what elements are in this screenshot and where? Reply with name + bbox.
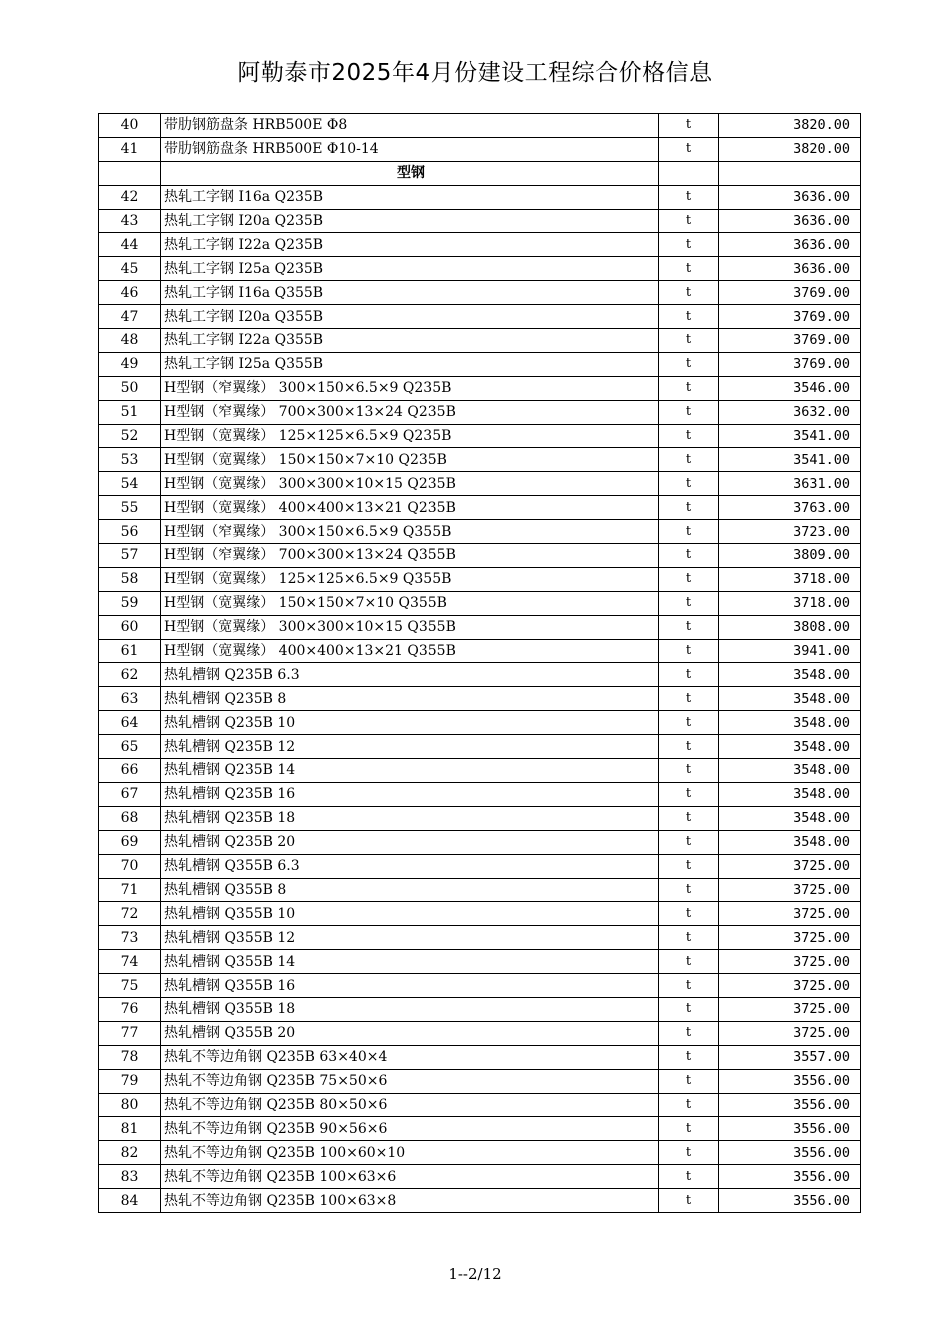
- item-price: 3632.00: [719, 400, 861, 424]
- item-unit: t: [659, 520, 719, 544]
- item-unit: t: [659, 735, 719, 759]
- item-name: 热轧不等边角钢 Q235B 80×50×6: [161, 1093, 659, 1117]
- row-number: 49: [99, 352, 161, 376]
- item-price: 3725.00: [719, 854, 861, 878]
- item-name: H型钢（宽翼缘） 400×400×13×21 Q355B: [161, 639, 659, 663]
- row-number: 72: [99, 902, 161, 926]
- table-row: [99, 352, 861, 376]
- item-price: 3725.00: [719, 902, 861, 926]
- table-row: [99, 663, 861, 687]
- row-number: 61: [99, 639, 161, 663]
- row-number: 73: [99, 926, 161, 950]
- item-name: 热轧工字钢 I22a Q355B: [161, 329, 659, 353]
- item-unit: t: [659, 233, 719, 257]
- item-name: 热轧工字钢 I16a Q355B: [161, 281, 659, 305]
- table-row: [99, 854, 861, 878]
- item-name: 热轧槽钢 Q355B 18: [161, 997, 659, 1021]
- row-number: 75: [99, 974, 161, 998]
- item-price: 3725.00: [719, 926, 861, 950]
- item-name: H型钢（宽翼缘） 150×150×7×10 Q235B: [161, 448, 659, 472]
- item-price: 3941.00: [719, 639, 861, 663]
- item-unit: t: [659, 472, 719, 496]
- item-name: 热轧槽钢 Q355B 16: [161, 974, 659, 998]
- row-number: 48: [99, 329, 161, 353]
- item-name: 热轧槽钢 Q235B 8: [161, 687, 659, 711]
- table-row: [99, 997, 861, 1021]
- row-number: 69: [99, 830, 161, 854]
- item-price: 3557.00: [719, 1045, 861, 1069]
- item-unit: t: [659, 950, 719, 974]
- item-unit: t: [659, 1021, 719, 1045]
- item-price: 3809.00: [719, 544, 861, 568]
- item-unit: t: [659, 544, 719, 568]
- table-row: [99, 520, 861, 544]
- table-row: [99, 878, 861, 902]
- item-name: 热轧槽钢 Q235B 14: [161, 759, 659, 783]
- table-row: [99, 974, 861, 998]
- table-row: [99, 114, 861, 138]
- item-name: 热轧槽钢 Q235B 20: [161, 830, 659, 854]
- row-number: 56: [99, 520, 161, 544]
- item-name: H型钢（宽翼缘） 300×300×10×15 Q235B: [161, 472, 659, 496]
- table-row: [99, 424, 861, 448]
- table-row: [99, 448, 861, 472]
- item-name: 热轧槽钢 Q235B 12: [161, 735, 659, 759]
- table-row: [99, 1021, 861, 1045]
- item-price: 3763.00: [719, 496, 861, 520]
- item-price: 3548.00: [719, 735, 861, 759]
- page-number: 1--2/12: [448, 1265, 502, 1283]
- item-name: H型钢（宽翼缘） 125×125×6.5×9 Q235B: [161, 424, 659, 448]
- item-unit: t: [659, 591, 719, 615]
- page-title: 阿勒泰市2025年4月份建设工程综合价格信息: [237, 60, 713, 86]
- row-number: 65: [99, 735, 161, 759]
- item-name: 带肋钢筋盘条 HRB500E Φ10-14: [161, 137, 659, 161]
- item-name: 热轧槽钢 Q355B 12: [161, 926, 659, 950]
- item-name: H型钢（宽翼缘） 300×300×10×15 Q355B: [161, 615, 659, 639]
- table-row: [99, 1165, 861, 1189]
- item-unit: t: [659, 1069, 719, 1093]
- row-number: 80: [99, 1093, 161, 1117]
- item-unit: t: [659, 782, 719, 806]
- item-price: 3556.00: [719, 1093, 861, 1117]
- row-number: [99, 161, 161, 185]
- item-name: 型钢: [161, 161, 659, 185]
- item-name: 热轧不等边角钢 Q235B 100×63×8: [161, 1189, 659, 1213]
- item-unit: [659, 161, 719, 185]
- item-unit: t: [659, 329, 719, 353]
- row-number: 55: [99, 496, 161, 520]
- row-number: 47: [99, 305, 161, 329]
- table-row: [99, 782, 861, 806]
- item-price: 3769.00: [719, 329, 861, 353]
- row-number: 42: [99, 185, 161, 209]
- row-number: 82: [99, 1141, 161, 1165]
- item-unit: t: [659, 615, 719, 639]
- item-price: 3636.00: [719, 233, 861, 257]
- item-unit: t: [659, 1093, 719, 1117]
- item-unit: t: [659, 687, 719, 711]
- item-unit: t: [659, 878, 719, 902]
- table-row: [99, 926, 861, 950]
- item-unit: t: [659, 974, 719, 998]
- item-name: 热轧工字钢 I16a Q235B: [161, 185, 659, 209]
- item-price: 3631.00: [719, 472, 861, 496]
- item-unit: t: [659, 902, 719, 926]
- item-price: 3636.00: [719, 257, 861, 281]
- row-number: 58: [99, 567, 161, 591]
- item-unit: t: [659, 711, 719, 735]
- row-number: 59: [99, 591, 161, 615]
- table-row: [99, 806, 861, 830]
- row-number: 57: [99, 544, 161, 568]
- table-row: [99, 759, 861, 783]
- row-number: 50: [99, 376, 161, 400]
- item-unit: t: [659, 209, 719, 233]
- item-price: 3725.00: [719, 974, 861, 998]
- item-name: 热轧槽钢 Q235B 16: [161, 782, 659, 806]
- row-number: 76: [99, 997, 161, 1021]
- row-number: 40: [99, 114, 161, 138]
- table-row: [99, 400, 861, 424]
- item-unit: t: [659, 1165, 719, 1189]
- item-unit: t: [659, 448, 719, 472]
- item-unit: t: [659, 830, 719, 854]
- table-row: [99, 305, 861, 329]
- row-number: 43: [99, 209, 161, 233]
- item-unit: t: [659, 185, 719, 209]
- item-name: 带肋钢筋盘条 HRB500E Φ8: [161, 114, 659, 138]
- item-unit: t: [659, 759, 719, 783]
- table-row: [99, 233, 861, 257]
- item-unit: t: [659, 281, 719, 305]
- item-name: 热轧不等边角钢 Q235B 100×60×10: [161, 1141, 659, 1165]
- item-price: 3548.00: [719, 782, 861, 806]
- item-price: 3769.00: [719, 281, 861, 305]
- item-price: 3636.00: [719, 185, 861, 209]
- table-row: [99, 209, 861, 233]
- item-price: 3548.00: [719, 663, 861, 687]
- item-unit: t: [659, 1141, 719, 1165]
- item-name: 热轧槽钢 Q235B 6.3: [161, 663, 659, 687]
- table-row: [99, 1093, 861, 1117]
- row-number: 74: [99, 950, 161, 974]
- table-row: [99, 1045, 861, 1069]
- item-unit: t: [659, 639, 719, 663]
- item-name: 热轧槽钢 Q235B 10: [161, 711, 659, 735]
- row-number: 83: [99, 1165, 161, 1189]
- table-row: [99, 496, 861, 520]
- row-number: 60: [99, 615, 161, 639]
- item-unit: t: [659, 1045, 719, 1069]
- item-price: 3548.00: [719, 711, 861, 735]
- table-row: [99, 1141, 861, 1165]
- item-name: H型钢（窄翼缘） 700×300×13×24 Q355B: [161, 544, 659, 568]
- row-number: 67: [99, 782, 161, 806]
- item-name: H型钢（窄翼缘） 700×300×13×24 Q235B: [161, 400, 659, 424]
- item-unit: t: [659, 424, 719, 448]
- item-price: 3556.00: [719, 1141, 861, 1165]
- item-name: 热轧工字钢 I20a Q355B: [161, 305, 659, 329]
- table-row: [99, 472, 861, 496]
- item-name: 热轧工字钢 I20a Q235B: [161, 209, 659, 233]
- row-number: 81: [99, 1117, 161, 1141]
- item-price: 3725.00: [719, 997, 861, 1021]
- item-name: 热轧不等边角钢 Q235B 63×40×4: [161, 1045, 659, 1069]
- row-number: 79: [99, 1069, 161, 1093]
- table-row: [99, 1189, 861, 1213]
- item-unit: t: [659, 997, 719, 1021]
- item-name: 热轧槽钢 Q355B 20: [161, 1021, 659, 1045]
- item-unit: t: [659, 806, 719, 830]
- table-row: [99, 902, 861, 926]
- item-name: 热轧不等边角钢 Q235B 75×50×6: [161, 1069, 659, 1093]
- item-name: 热轧槽钢 Q355B 8: [161, 878, 659, 902]
- item-unit: t: [659, 854, 719, 878]
- item-price: 3769.00: [719, 305, 861, 329]
- row-number: 64: [99, 711, 161, 735]
- item-name: 热轧槽钢 Q355B 14: [161, 950, 659, 974]
- price-table-body: [99, 114, 861, 1213]
- item-price: [719, 161, 861, 185]
- table-row: [99, 544, 861, 568]
- item-name: H型钢（宽翼缘） 125×125×6.5×9 Q355B: [161, 567, 659, 591]
- item-name: 热轧槽钢 Q235B 18: [161, 806, 659, 830]
- table-row: [99, 591, 861, 615]
- item-name: 热轧不等边角钢 Q235B 100×63×6: [161, 1165, 659, 1189]
- table-row: [99, 687, 861, 711]
- item-price: 3546.00: [719, 376, 861, 400]
- item-name: H型钢（宽翼缘） 150×150×7×10 Q355B: [161, 591, 659, 615]
- item-name: 热轧不等边角钢 Q235B 90×56×6: [161, 1117, 659, 1141]
- item-price: 3725.00: [719, 950, 861, 974]
- table-row: [99, 281, 861, 305]
- table-row: [99, 567, 861, 591]
- item-price: 3636.00: [719, 209, 861, 233]
- table-row: [99, 830, 861, 854]
- item-name: H型钢（窄翼缘） 300×150×6.5×9 Q355B: [161, 520, 659, 544]
- item-price: 3808.00: [719, 615, 861, 639]
- item-price: 3769.00: [719, 352, 861, 376]
- item-unit: t: [659, 926, 719, 950]
- item-unit: t: [659, 496, 719, 520]
- item-price: 3718.00: [719, 567, 861, 591]
- item-price: 3556.00: [719, 1069, 861, 1093]
- price-table: [98, 113, 861, 1213]
- item-price: 3548.00: [719, 830, 861, 854]
- item-name: 热轧工字钢 I22a Q235B: [161, 233, 659, 257]
- row-number: 51: [99, 400, 161, 424]
- item-unit: t: [659, 114, 719, 138]
- item-unit: t: [659, 257, 719, 281]
- row-number: 45: [99, 257, 161, 281]
- item-price: 3820.00: [719, 137, 861, 161]
- table-row: [99, 257, 861, 281]
- item-name: H型钢（宽翼缘） 400×400×13×21 Q235B: [161, 496, 659, 520]
- row-number: 44: [99, 233, 161, 257]
- item-price: 3556.00: [719, 1117, 861, 1141]
- row-number: 70: [99, 854, 161, 878]
- table-row: [99, 711, 861, 735]
- item-name: 热轧槽钢 Q355B 10: [161, 902, 659, 926]
- item-price: 3556.00: [719, 1189, 861, 1213]
- item-name: H型钢（窄翼缘） 300×150×6.5×9 Q235B: [161, 376, 659, 400]
- row-number: 62: [99, 663, 161, 687]
- item-unit: t: [659, 1189, 719, 1213]
- item-name: 热轧工字钢 I25a Q235B: [161, 257, 659, 281]
- item-unit: t: [659, 137, 719, 161]
- item-price: 3541.00: [719, 424, 861, 448]
- row-number: 41: [99, 137, 161, 161]
- item-price: 3723.00: [719, 520, 861, 544]
- table-row: [99, 615, 861, 639]
- section-header-row: [99, 161, 861, 185]
- item-price: 3548.00: [719, 806, 861, 830]
- table-row: [99, 329, 861, 353]
- row-number: 71: [99, 878, 161, 902]
- row-number: 54: [99, 472, 161, 496]
- item-name: 热轧槽钢 Q355B 6.3: [161, 854, 659, 878]
- row-number: 68: [99, 806, 161, 830]
- item-unit: t: [659, 663, 719, 687]
- table-row: [99, 376, 861, 400]
- table-row: [99, 639, 861, 663]
- row-number: 63: [99, 687, 161, 711]
- item-unit: t: [659, 376, 719, 400]
- row-number: 84: [99, 1189, 161, 1213]
- table-row: [99, 950, 861, 974]
- row-number: 52: [99, 424, 161, 448]
- table-row: [99, 1069, 861, 1093]
- table-row: [99, 1117, 861, 1141]
- row-number: 66: [99, 759, 161, 783]
- item-price: 3541.00: [719, 448, 861, 472]
- row-number: 53: [99, 448, 161, 472]
- item-unit: t: [659, 400, 719, 424]
- item-name: 热轧工字钢 I25a Q355B: [161, 352, 659, 376]
- item-price: 3725.00: [719, 1021, 861, 1045]
- item-unit: t: [659, 1117, 719, 1141]
- item-price: 3718.00: [719, 591, 861, 615]
- table-row: [99, 735, 861, 759]
- item-price: 3548.00: [719, 759, 861, 783]
- row-number: 77: [99, 1021, 161, 1045]
- row-number: 46: [99, 281, 161, 305]
- item-unit: t: [659, 567, 719, 591]
- table-row: [99, 185, 861, 209]
- item-price: 3725.00: [719, 878, 861, 902]
- table-row: [99, 137, 861, 161]
- item-unit: t: [659, 352, 719, 376]
- item-price: 3820.00: [719, 114, 861, 138]
- row-number: 78: [99, 1045, 161, 1069]
- item-price: 3556.00: [719, 1165, 861, 1189]
- item-price: 3548.00: [719, 687, 861, 711]
- item-unit: t: [659, 305, 719, 329]
